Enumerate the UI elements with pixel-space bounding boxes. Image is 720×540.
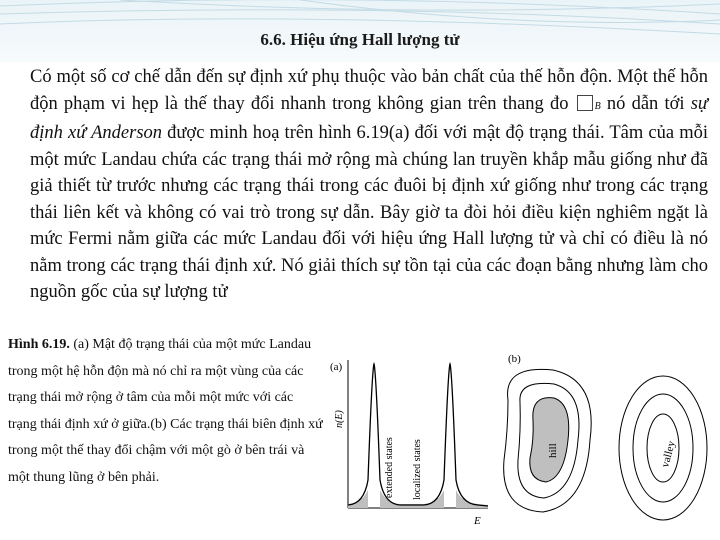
body-paragraph <box>30 64 708 306</box>
symbol-subscript: B <box>594 100 601 112</box>
y-axis-label: n(E) <box>334 410 345 428</box>
label-hill: hill <box>547 443 559 458</box>
panel-a-label: (a) <box>330 361 343 373</box>
para-text-3: được minh hoạ trên hình 6.19(a) đối với mật độ trạng thái. Tâm của mỗi một mức Landau chứa các trạng thái mở rộng mà chúng lan truyền khắp mẫu giống như đã giả thiết từ trước nhưng các trạng thái trong các đuôi bị định xứ giống như trong các trạng thái liên kết và không có vai trò trong sự dẫn. Bây giờ ta đòi hỏi điều kiện nghiêm ngặt là mức Fermi nằm giữa các mức Landau đối với hiệu ứng Hall lượng tử và chỉ có điều là nó nằm trong các trạng thái định xứ. Nó giải thích sự tồn tại của các đoạn bằng nhưng làm cho nguồn gốc của sự lượng tử <box>30 123 708 302</box>
label-valley: valley <box>659 439 678 469</box>
label-extended-states: extended states <box>384 437 395 498</box>
emphasis-anderson: sự định xứ Anderson <box>30 93 708 143</box>
page-title: 6.6. Hiệu ứng Hall lượng tử <box>260 30 460 49</box>
caption-label: Hình 6.19. <box>8 337 70 352</box>
figure-caption <box>8 332 324 492</box>
para-text-2: nó dẫn tới <box>600 93 691 114</box>
hill-region <box>530 398 569 482</box>
panel-b-label: (b) <box>508 353 521 365</box>
label-localized-states: localized states <box>412 439 423 500</box>
x-axis-label: E <box>474 515 481 527</box>
para-text-1: Có một số cơ chế dẫn đến sự định xứ phụ thuộc vào bản chất của thế hỗn độn. Một thế hỗn độn phạm vi hẹp là thế thay đổi nhanh trong không gian trên thang đo <box>30 67 708 114</box>
caption-text: (a) Mật độ trạng thái của một mức Landau trong một hệ hỗn độn mà nó chỉ ra một vùng của các trạng thái mở rộng ở tâm của mỗi một mức với các trạng thái định xứ ở giữa.(b) Các trạng thái biên định xứ trong một thế thay đổi chậm với một gò ở bên trái và một thung lũng ở bên phải. <box>8 337 323 485</box>
missing-symbol-icon <box>577 95 593 111</box>
figure-6-19 <box>328 340 712 530</box>
valley-contours <box>619 376 707 520</box>
